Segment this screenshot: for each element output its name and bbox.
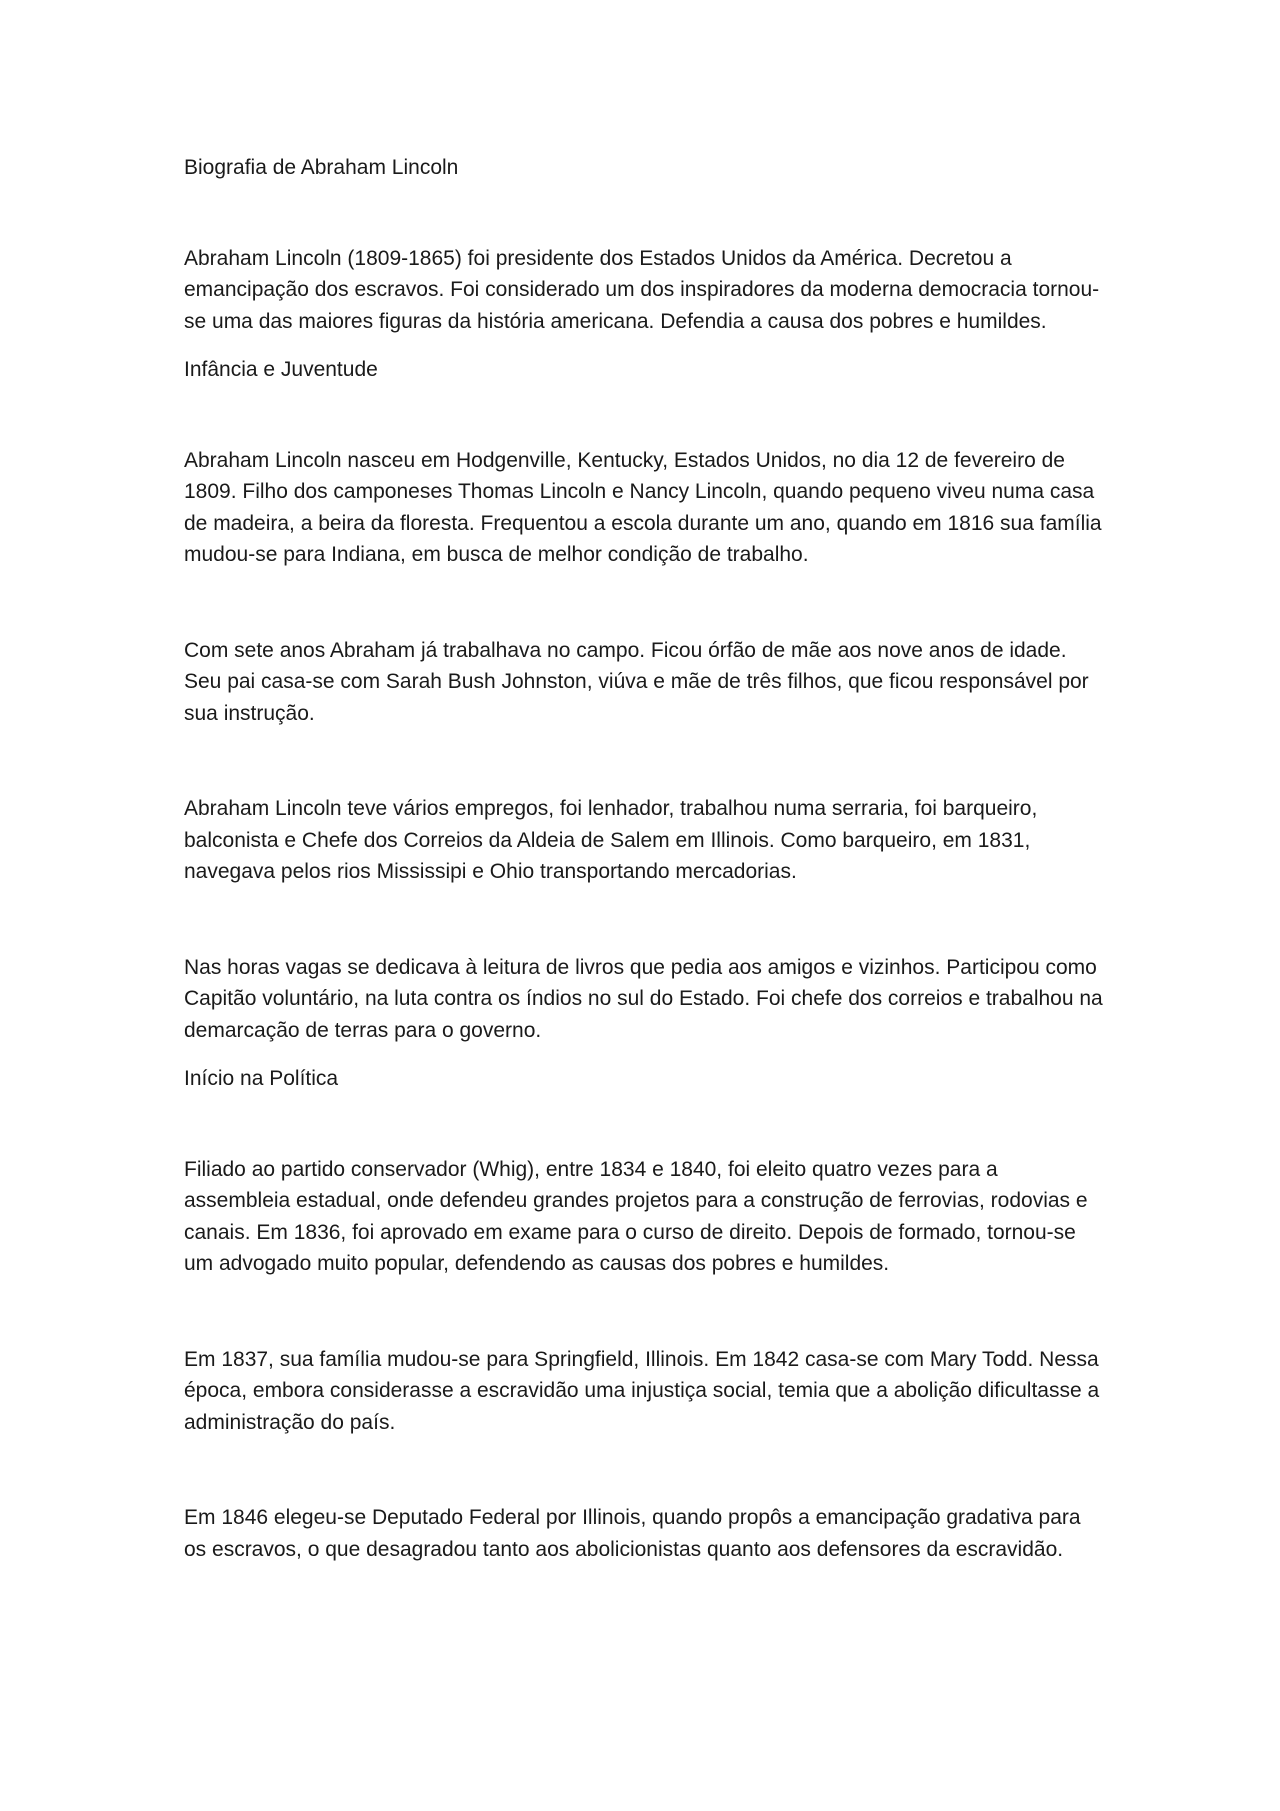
paragraph-infancia: Com sete anos Abraham já trabalhava no campo. Ficou órfão de mãe aos nove anos de idade. Seu pai casa-se com Sarah Bush Johnston, viúva e mãe de três filhos, que ficou responsável por sua instrução. (184, 638, 1089, 725)
document-title: Biografia de Abraham Lincoln (184, 156, 459, 179)
intro-paragraph: Abraham Lincoln (1809-1865) foi presidente dos Estados Unidos da América. Decretou a emancipação dos escravos. Foi considerado um dos inspiradores da moderna democracia tornou-se uma das maiores figuras da história americana. Defendia a causa dos pobres e humildes. (184, 246, 1100, 333)
section-heading-infancia: Infância e Juventude (184, 358, 378, 381)
paragraph-whig: Filiado ao partido conservador (Whig), entre 1834 e 1840, foi eleito quatro vezes para a assembleia estadual, onde defendeu grandes projetos para a construção de ferrovias, rodovias e canais. Em 1836, foi aprovado em exame para o curso de direito. Depois de formado, tornou-se um advogado muito popular, defendendo as causas dos pobres e humildes. (184, 1157, 1088, 1275)
paragraph-deputado: Em 1846 elegeu-se Deputado Federal por Illinois, quando propôs a emancipação gradativa para os escravos, o que desagradou tanto aos abolicionistas quanto aos defensores da escravidão. (184, 1506, 1081, 1561)
paragraph-empregos: Abraham Lincoln teve vários empregos, foi lenhador, trabalhou numa serraria, foi barqueiro, balconista e Chefe dos Correios da Aldeia de Salem em Illinois. Como barqueiro, em 1831, navegava pelos rios Mississipi e Ohio transportando mercadorias. (184, 797, 1038, 883)
section-heading-politica: Início na Política (184, 1067, 339, 1090)
document-body (184, 152, 1104, 1582)
paragraph-nascimento: Abraham Lincoln nasceu em Hodgenville, Kentucky, Estados Unidos, no dia 12 de fevereiro de 1809. Filho dos camponeses Thomas Lincoln e Nancy Lincoln, quando pequeno viveu numa casa de madeira, a beira da floresta. Frequentou a escola durante um ano, quando em 1816 sua família mudou-se para Indiana, em busca de melhor condição de trabalho. (184, 448, 1102, 566)
paragraph-horas-vagas: Nas horas vagas se dedicava à leitura de livros que pedia aos amigos e vizinhos. Participou como Capitão voluntário, na luta contra os índios no sul do Estado. Foi chefe dos correios e trabalhou na demarcação de terras para o governo. (184, 955, 1103, 1042)
paragraph-springfield: Em 1837, sua família mudou-se para Springfield, Illinois. Em 1842 casa-se com Mary Todd. Nessa época, embora considerasse a escravidão uma injustiça social, temia que a abolição dificultasse a administração do país. (184, 1347, 1100, 1434)
